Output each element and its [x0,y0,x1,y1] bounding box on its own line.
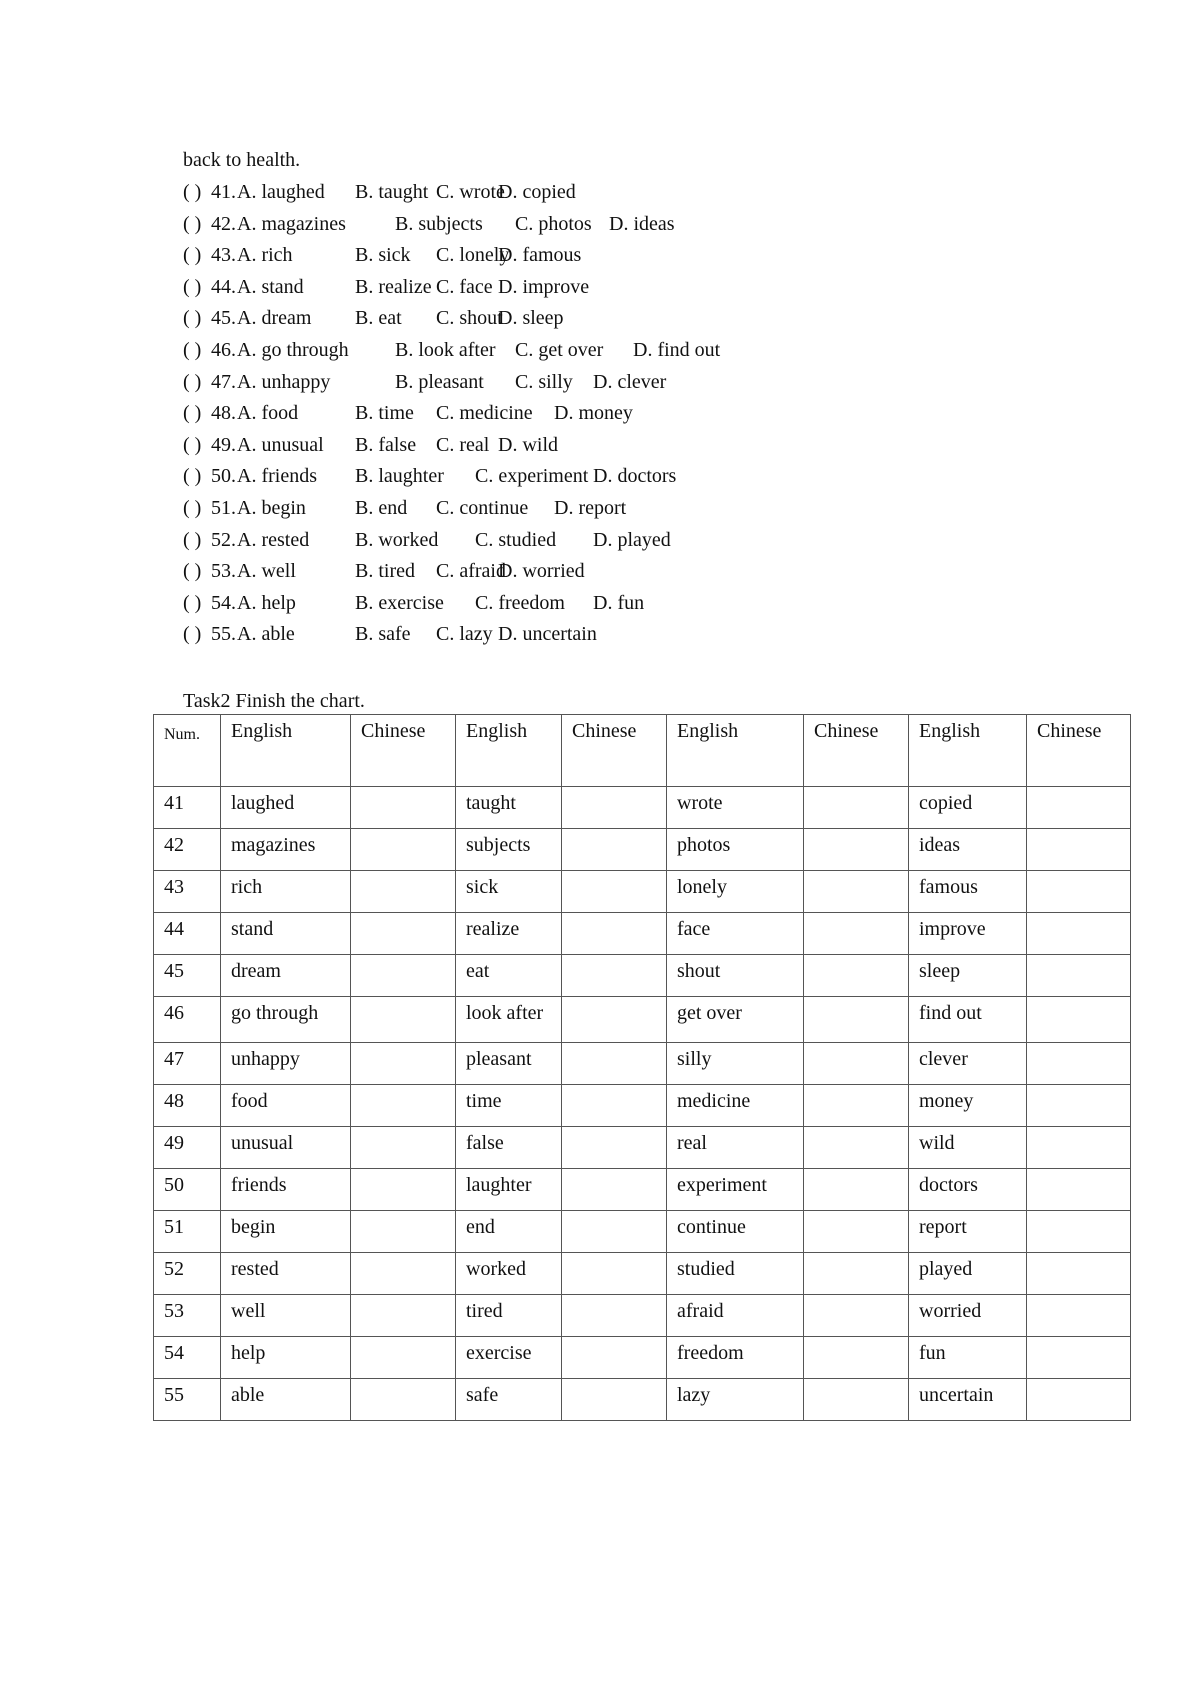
chinese-cell[interactable] [1027,955,1131,997]
chart-row [154,871,1131,913]
option-c: C. shout [436,307,503,330]
option-c: C. photos [515,212,592,235]
chart-row [154,1295,1131,1337]
chinese-cell[interactable] [1027,1043,1131,1085]
chinese-cell[interactable] [562,997,667,1043]
option-c: C. get over [515,338,604,361]
option-d: D. doctors [593,465,677,488]
question-item [183,559,1083,591]
chinese-cell[interactable] [562,955,667,997]
option-b: B. laughter [355,465,444,488]
option-b: B. tired [355,560,415,583]
question-item [183,275,1083,307]
question-number: 48. [211,402,236,425]
english-cell: food [221,1085,351,1127]
option-b: B. time [355,402,414,425]
option-c: C. continue [436,496,529,519]
chinese-cell[interactable] [804,787,909,829]
chinese-cell[interactable] [1027,1211,1131,1253]
english-cell: time [456,1085,562,1127]
english-cell: rich [221,871,351,913]
english-cell: magazines [221,829,351,871]
english-cell: doctors [909,1169,1027,1211]
header-chinese-3: Chinese [804,715,909,787]
option-d: D. clever [593,370,667,393]
chinese-cell[interactable] [804,1169,909,1211]
english-cell: go through [221,997,351,1043]
english-cell: freedom [667,1337,804,1379]
chinese-cell[interactable] [351,1169,456,1211]
question-number: 47. [211,370,236,393]
option-d: D. worried [498,560,585,583]
english-cell: ideas [909,829,1027,871]
english-cell: end [456,1211,562,1253]
chinese-cell[interactable] [804,913,909,955]
chinese-cell[interactable] [562,1295,667,1337]
option-a: A. rich [237,244,293,267]
task-title: Task2 Finish the chart. [183,690,365,712]
answer-blank: ( ) [183,338,202,361]
option-c: C. afraid [436,560,506,583]
option-a: A. rested [237,528,310,551]
question-number: 55. [211,623,236,646]
option-a: A. well [237,560,296,583]
chart-row [154,829,1131,871]
option-d: D. played [593,528,671,551]
row-number: 44 [154,913,221,955]
option-b: B. sick [355,244,411,267]
chinese-cell[interactable] [1027,1085,1131,1127]
english-cell: help [221,1337,351,1379]
english-cell: stand [221,913,351,955]
english-cell: laughed [221,787,351,829]
question-number: 52. [211,528,236,551]
chinese-cell[interactable] [1027,829,1131,871]
chinese-cell[interactable] [804,1295,909,1337]
answer-blank: ( ) [183,560,202,583]
answer-blank: ( ) [183,528,202,551]
option-b: B. taught [355,181,429,203]
chinese-cell[interactable] [804,1253,909,1295]
english-cell: face [667,913,804,955]
english-cell: afraid [667,1295,804,1337]
english-cell: continue [667,1211,804,1253]
chinese-cell[interactable] [351,955,456,997]
option-d: D. find out [633,338,721,361]
option-c: C. lazy [436,623,493,646]
english-cell: false [456,1127,562,1169]
chinese-cell[interactable] [562,1127,667,1169]
option-d: D. sleep [498,307,564,330]
english-cell: medicine [667,1085,804,1127]
english-cell: studied [667,1253,804,1295]
question-number: 54. [211,591,236,614]
english-cell: rested [221,1253,351,1295]
answer-blank: ( ) [183,465,202,488]
english-cell: sick [456,871,562,913]
english-cell: wrote [667,787,804,829]
chart-row [154,997,1131,1043]
option-b: B. safe [355,623,411,646]
question-number: 49. [211,433,236,456]
option-d: D. report [554,496,627,519]
english-cell: uncertain [909,1379,1027,1421]
option-d: D. uncertain [498,623,597,646]
english-cell: friends [221,1169,351,1211]
option-d: D. famous [498,244,582,267]
chinese-cell[interactable] [804,1337,909,1379]
option-d: D. wild [498,433,558,456]
chinese-cell[interactable] [804,1043,909,1085]
question-item [183,528,1083,560]
option-b: B. end [355,496,408,519]
chart-row [154,913,1131,955]
header-english-4: English [909,715,1027,787]
chinese-cell[interactable] [804,871,909,913]
chart-header-row [154,715,1131,787]
chinese-cell[interactable] [351,1043,456,1085]
chinese-cell[interactable] [562,1253,667,1295]
english-cell: eat [456,955,562,997]
chart-row [154,1169,1131,1211]
chart-row [154,1253,1131,1295]
chinese-cell[interactable] [1027,913,1131,955]
row-number: 43 [154,871,221,913]
chinese-cell[interactable] [562,871,667,913]
english-cell: money [909,1085,1027,1127]
english-cell: exercise [456,1337,562,1379]
question-item [183,433,1083,465]
row-number: 48 [154,1085,221,1127]
question-list [183,180,1083,654]
english-cell: begin [221,1211,351,1253]
english-cell: find out [909,997,1027,1043]
option-a: A. unhappy [237,370,331,393]
english-cell: unusual [221,1127,351,1169]
english-cell: taught [456,787,562,829]
question-item [183,370,1083,402]
option-a: A. begin [237,496,306,519]
option-c: C. medicine [436,402,533,425]
english-cell: shout [667,955,804,997]
chinese-cell[interactable] [562,829,667,871]
chinese-cell[interactable] [1027,787,1131,829]
chinese-cell[interactable] [351,913,456,955]
chinese-cell[interactable] [1027,1127,1131,1169]
chinese-cell[interactable] [1027,871,1131,913]
chinese-cell[interactable] [351,1085,456,1127]
answer-blank: ( ) [183,591,202,614]
english-cell: clever [909,1043,1027,1085]
option-a: A. magazines [237,212,346,235]
answer-blank: ( ) [183,433,202,456]
option-a: A. laughed [237,181,325,203]
header-chinese-4: Chinese [1027,715,1131,787]
english-cell: report [909,1211,1027,1253]
question-item [183,401,1083,433]
chinese-cell[interactable] [1027,1379,1131,1421]
answer-blank: ( ) [183,370,202,393]
question-number: 42. [211,212,236,235]
row-number: 50 [154,1169,221,1211]
english-cell: improve [909,913,1027,955]
question-number: 45. [211,307,236,330]
header-chinese-2: Chinese [562,715,667,787]
chinese-cell[interactable] [351,1211,456,1253]
english-cell: played [909,1253,1027,1295]
vocabulary-chart [153,714,1131,1421]
chinese-cell[interactable] [562,1043,667,1085]
chart-row [154,1127,1131,1169]
question-item [183,306,1083,338]
chinese-cell[interactable] [562,1169,667,1211]
option-a: A. go through [237,338,349,361]
option-c: C. wrote [436,181,505,203]
english-cell: silly [667,1043,804,1085]
chinese-cell[interactable] [351,1253,456,1295]
option-c: C. lonely [436,244,510,267]
row-number: 47 [154,1043,221,1085]
chinese-cell[interactable] [562,1337,667,1379]
option-b: B. realize [355,275,432,298]
option-a: A. friends [237,465,317,488]
answer-blank: ( ) [183,212,202,235]
english-cell: pleasant [456,1043,562,1085]
chinese-cell[interactable] [562,1379,667,1421]
question-number: 46. [211,338,236,361]
header-chinese-1: Chinese [351,715,456,787]
chinese-cell[interactable] [562,1085,667,1127]
row-number: 46 [154,997,221,1043]
english-cell: worked [456,1253,562,1295]
english-cell: worried [909,1295,1027,1337]
header-english-3: English [667,715,804,787]
english-cell: famous [909,871,1027,913]
option-d: D. fun [593,591,645,614]
english-cell: tired [456,1295,562,1337]
row-number: 42 [154,829,221,871]
option-c: C. real [436,433,490,456]
chinese-cell[interactable] [1027,1253,1131,1295]
chinese-cell[interactable] [1027,1295,1131,1337]
answer-blank: ( ) [183,307,202,330]
english-cell: unhappy [221,1043,351,1085]
option-b: B. eat [355,307,402,330]
question-item [183,180,1083,212]
question-number: 50. [211,465,236,488]
option-c: C. experiment [475,465,589,488]
english-cell: lonely [667,871,804,913]
answer-blank: ( ) [183,244,202,267]
chinese-cell[interactable] [1027,997,1131,1043]
option-b: B. subjects [395,212,483,235]
question-number: 43. [211,244,236,267]
chinese-cell[interactable] [804,1085,909,1127]
row-number: 52 [154,1253,221,1295]
english-cell: well [221,1295,351,1337]
row-number: 53 [154,1295,221,1337]
chinese-cell[interactable] [351,1127,456,1169]
question-number: 53. [211,560,236,583]
header-english-2: English [456,715,562,787]
chinese-cell[interactable] [351,997,456,1043]
english-cell: get over [667,997,804,1043]
option-a: A. able [237,623,295,646]
row-number: 51 [154,1211,221,1253]
chart-row [154,1043,1131,1085]
chinese-cell[interactable] [804,1127,909,1169]
answer-blank: ( ) [183,275,202,298]
chart-row [154,1337,1131,1379]
english-cell: realize [456,913,562,955]
chinese-cell[interactable] [351,1337,456,1379]
question-item [183,243,1083,275]
chart-row [154,787,1131,829]
row-number: 55 [154,1379,221,1421]
chinese-cell[interactable] [351,829,456,871]
chinese-cell[interactable] [804,1379,909,1421]
option-c: C. freedom [475,591,565,614]
option-d: D. money [554,402,633,425]
english-cell: sleep [909,955,1027,997]
option-a: A. stand [237,275,304,298]
english-cell: safe [456,1379,562,1421]
english-cell: lazy [667,1379,804,1421]
chinese-cell[interactable] [562,1211,667,1253]
chinese-cell[interactable] [351,871,456,913]
chinese-cell[interactable] [804,1211,909,1253]
header-num: Num. [154,715,221,787]
option-c: C. studied [475,528,557,551]
row-number: 49 [154,1127,221,1169]
chinese-cell[interactable] [562,787,667,829]
english-cell: copied [909,787,1027,829]
question-number: 51. [211,496,236,519]
answer-blank: ( ) [183,181,202,203]
row-number: 54 [154,1337,221,1379]
chinese-cell[interactable] [351,1295,456,1337]
option-a: A. food [237,402,299,425]
option-b: B. look after [395,338,496,361]
english-cell: able [221,1379,351,1421]
option-c: C. silly [515,370,573,393]
option-c: C. face [436,275,493,298]
option-d: D. ideas [609,212,675,235]
question-number: 44. [211,275,236,298]
chinese-cell[interactable] [1027,1169,1131,1211]
answer-blank: ( ) [183,623,202,646]
english-cell: look after [456,997,562,1043]
chinese-cell[interactable] [804,829,909,871]
chinese-cell[interactable] [804,955,909,997]
english-cell: laughter [456,1169,562,1211]
english-cell: dream [221,955,351,997]
intro-text: back to health. [183,149,301,171]
chinese-cell[interactable] [562,913,667,955]
english-cell: subjects [456,829,562,871]
question-item [183,496,1083,528]
option-b: B. pleasant [395,370,484,393]
option-a: A. help [237,591,296,614]
answer-blank: ( ) [183,402,202,425]
question-item [183,622,1083,654]
header-english-1: English [221,715,351,787]
english-cell: experiment [667,1169,804,1211]
english-cell: fun [909,1337,1027,1379]
question-item [183,338,1083,370]
english-cell: real [667,1127,804,1169]
option-a: A. dream [237,307,312,330]
option-d: D. improve [498,275,590,298]
option-b: B. worked [355,528,439,551]
chart-row [154,955,1131,997]
chinese-cell[interactable] [804,997,909,1043]
row-number: 41 [154,787,221,829]
chart-row [154,1085,1131,1127]
chart-row [154,1211,1131,1253]
question-item [183,464,1083,496]
option-a: A. unusual [237,433,324,456]
chart-row [154,1379,1131,1421]
question-item [183,212,1083,244]
chinese-cell[interactable] [351,787,456,829]
option-b: B. exercise [355,591,444,614]
option-d: D. copied [498,181,576,203]
answer-blank: ( ) [183,496,202,519]
english-cell: wild [909,1127,1027,1169]
option-b: B. false [355,433,417,456]
row-number: 45 [154,955,221,997]
chinese-cell[interactable] [1027,1337,1131,1379]
english-cell: photos [667,829,804,871]
question-number: 41. [211,181,236,203]
question-item [183,591,1083,623]
chinese-cell[interactable] [351,1379,456,1421]
